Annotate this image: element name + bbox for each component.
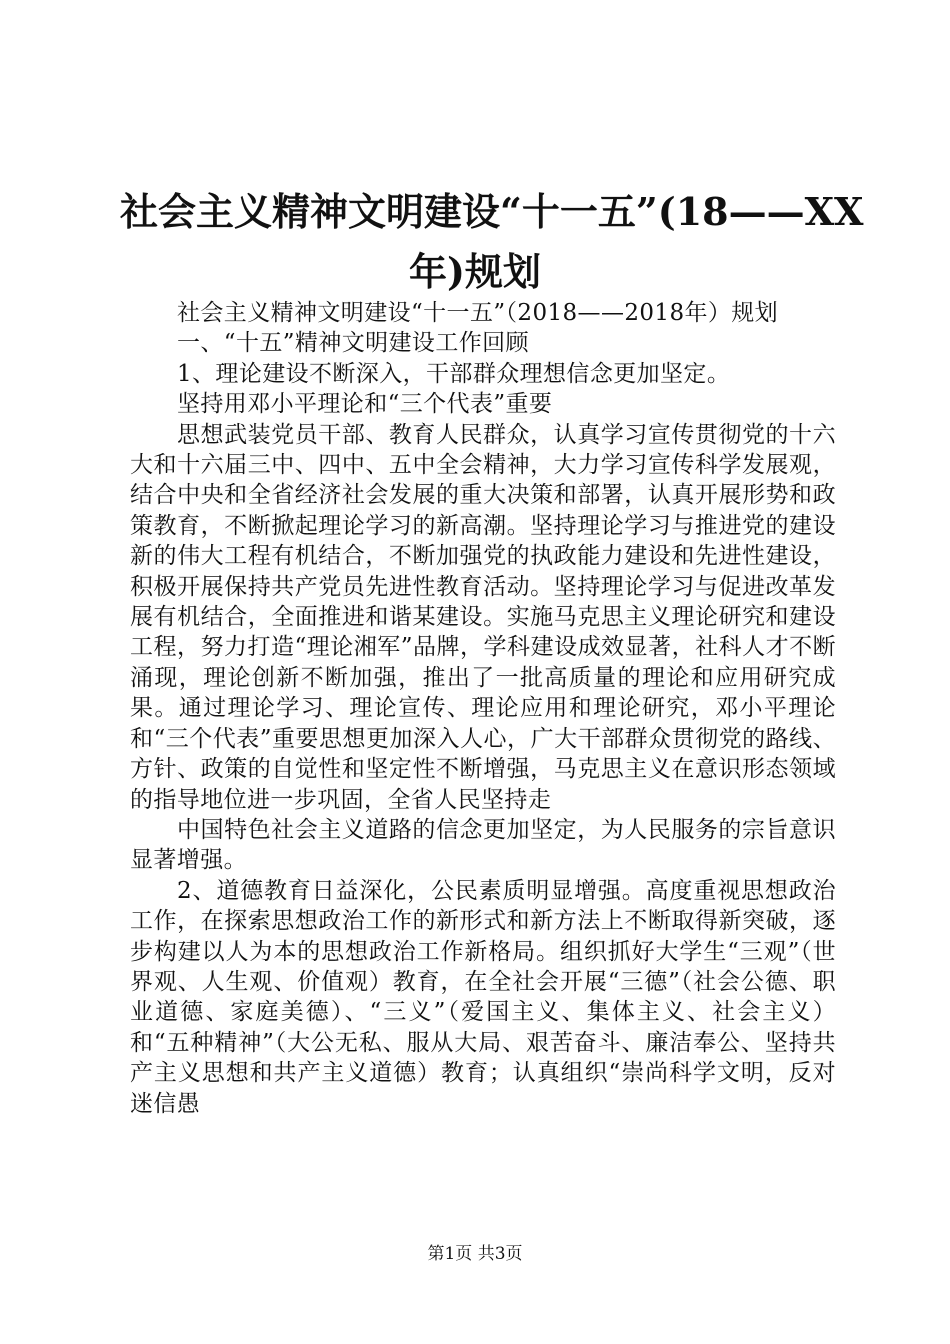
body-paragraph: 2、道德教育日益深化，公民素质明显增强。高度重视思想政治工作，在探索思想政治工作的新形式和新方法上不断取得新突破，逐步构建以人为本的思想政治工作新格局。组织抓好大学生“三观”（世界观、人生观、价值观）教育，在全社会开展“三德”（社会公德、职业道德、家庭美德）、“三义”（爱国主义、集体主义、社会主义）和“五种精神”（大公无私、服从大局、艰苦奋斗、廉洁奉公、坚持共产主义思想和共产主义道德）教育；认真组织“崇尚科学文明，反对迷信愚 — [130, 877, 836, 1117]
body-paragraph: 中国特色社会主义道路的信念更加坚定，为人民服务的宗旨意识显著增强。 — [130, 816, 836, 874]
document-title-line-1: 社会主义精神文明建设“十一五”(18——XX — [120, 189, 864, 234]
body-paragraph: 一、“十五”精神文明建设工作回顾 — [177, 330, 529, 357]
page-footer: 第1页 共3页 — [427, 1244, 523, 1264]
document-body — [130, 298, 836, 1119]
document-title-line-2: 年)规划 — [409, 249, 541, 294]
body-paragraph: 思想武装党员干部、教育人民群众，认真学习宣传贯彻党的十六大和十六届三中、四中、五中全会精神，大力学习宣传科学发展观，结合中央和全省经济社会发展的重大决策和部署，认真开展形势和政策教育，不断掀起理论学习的新高潮。坚持理论学习与推进党的建设新的伟大工程有机结合，不断加强党的执政能力建设和先进性建设，积极开展保持共产党员先进性教育活动。坚持理论学习与促进改革发展有机结合，全面推进和谐某建设。实施马克思主义理论研究和建设工程，努力打造“理论湘军”品牌，学科建设成效显著，社科人才不断涌现，理论创新不断加强，推出了一批高质量的理论和应用研究成果。通过理论学习、理论宣传、理论应用和理论研究，邓小平理论和“三个代表”重要思想更加深入人心，广大干部群众贯彻党的路线、方针、政策的自觉性和坚定性不断增强，马克思主义在意识形态领域的指导地位进一步巩固，全省人民坚持走 — [130, 421, 836, 813]
body-paragraph: 1、理论建设不断深入，干部群众理想信念更加坚定。 — [177, 360, 731, 387]
body-paragraph: 社会主义精神文明建设“十一五”（2018——2018年）规划 — [177, 300, 779, 326]
body-paragraph: 坚持用邓小平理论和“三个代表”重要 — [177, 391, 553, 418]
